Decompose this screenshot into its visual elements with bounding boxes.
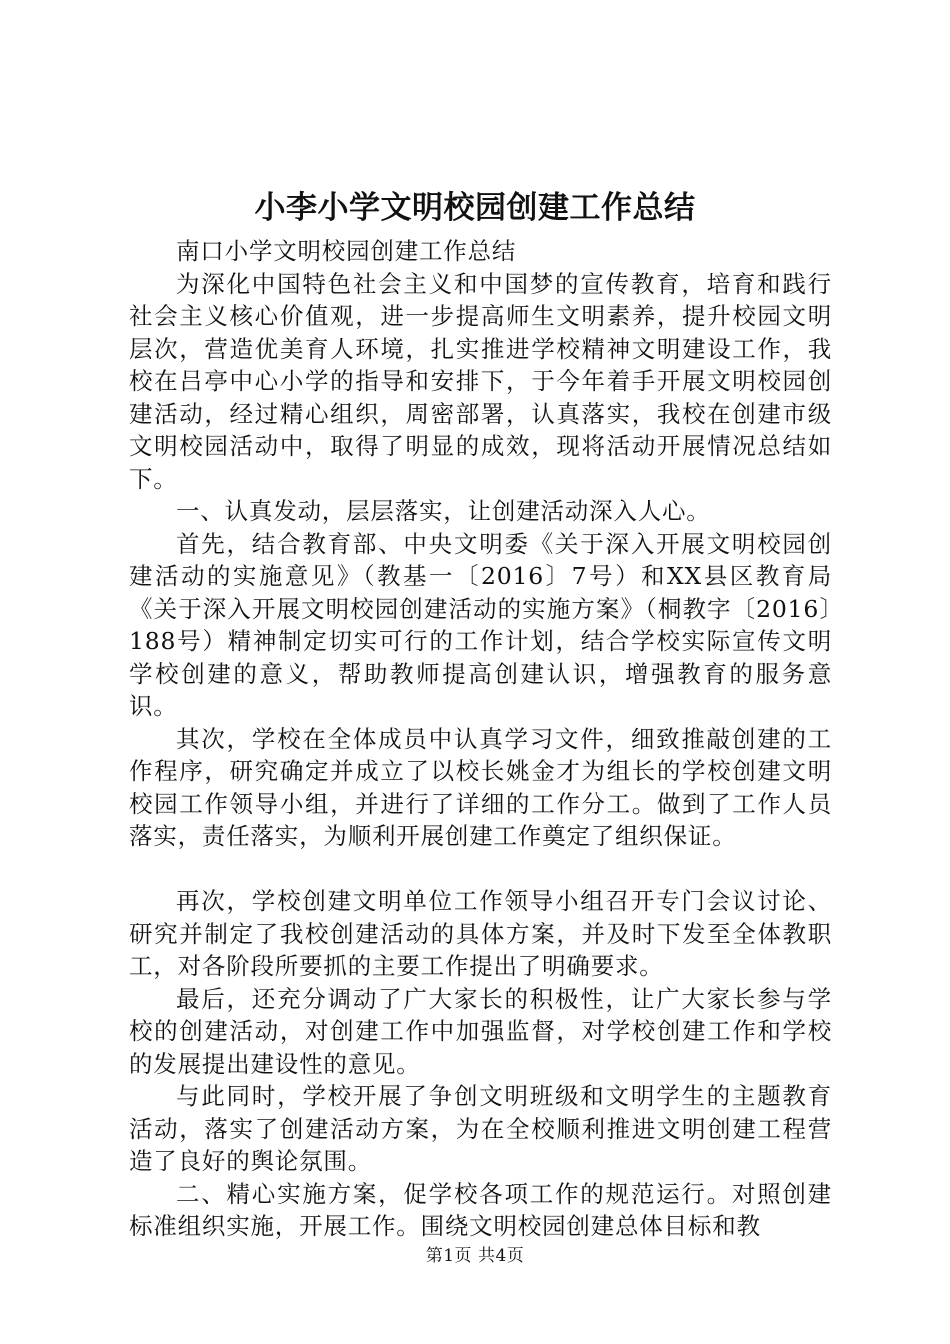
paragraph-third: 再次，学校创建文明单位工作领导小组召开专门会议讨论、研究并制定了我校创建活动的具体方案，并及时下发至全体教职工，对各阶段所要抓的主要工作提出了明确要求。 [129,887,832,980]
paragraph-second: 其次，学校在全体成员中认真学习文件，细致推敲创建的工作程序，研究确定并成立了以校长姚金才为组长的学校创建文明校园工作领导小组，并进行了详细的工作分工。做到了工作人员落实，责任落实，为顺利开展创建工作奠定了组织保证。 [129,724,832,850]
paragraph-last: 最后，还充分调动了广大家长的积极性，让广大家长参与学校的创建活动，对创建工作中加强监督，对学校创建工作和学校的发展提出建设性的意见。 [129,984,832,1078]
paragraph-first: 首先，结合教育部、中央文明委《关于深入开展文明校园创建活动的实施意见》（教基一〔2016〕7号）和XX县区教育局《关于深入开展文明校园创建活动的实施方案》（桐教字〔2016〕188号）精神制定切实可行的工作计划，结合学校实际宣传文明学校创建的意义，帮助教师提高创建认识，增强教育的服务意识。 [129,529,832,720]
paragraph-meanwhile: 与此同时，学校开展了争创文明班级和文明学生的主题教育活动，落实了创建活动方案，为在全校顺利推进文明创建工程营造了良好的舆论氛围。 [129,1082,832,1175]
paragraph-subtitle: 南口小学文明校园创建工作总结 [176,237,517,265]
document-title: 小李小学文明校园创建工作总结 [254,190,696,226]
paragraph-section-two-heading: 二、精心实施方案，促学校各项工作的规范运行。对照创建标准组织实施，开展工作。围绕文明校园创建总体目标和教 [129,1179,832,1240]
document-body [129,235,832,1243]
page-footer: 第1页 共4页 [425,1246,525,1266]
paragraph-intro: 为深化中国特色社会主义和中国梦的宣传教育，培育和践行社会主义核心价值观，进一步提高师生文明素养，提升校园文明层次，营造优美育人环境，扎实推进学校精神文明建设工作，我校在吕亭中心小学的指导和安排下，于今年着手开展文明校园创建活动，经过精心组织，周密部署，认真落实，我校在创建市级文明校园活动中，取得了明显的成效，现将活动开展情况总结如下。 [129,269,832,493]
paragraph-section-one-heading: 一、认真发动，层层落实，让创建活动深入人心。 [176,497,711,525]
